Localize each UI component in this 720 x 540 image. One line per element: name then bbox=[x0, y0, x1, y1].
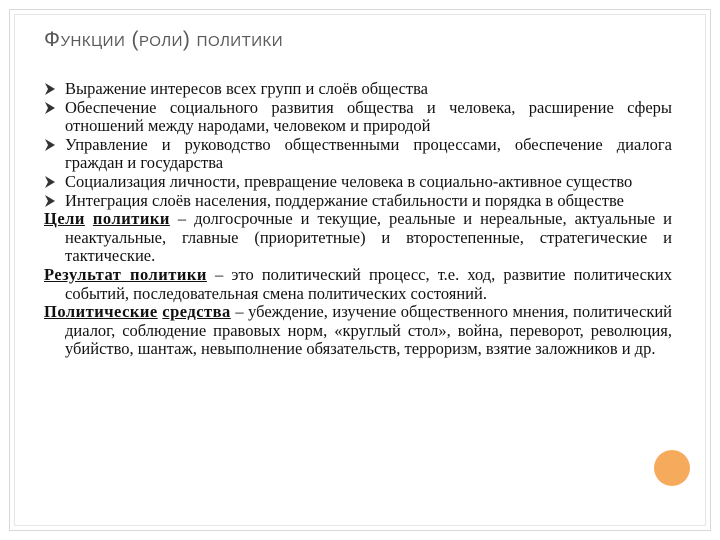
means-text: – убеждение, изучение общественного мнения, политический диалог, соблюдение правовых норм, «круглый стол», война, переворот, революция, убийство, шантаж, невыполнение обязательств, терроризм, взятие заложников и др. bbox=[65, 302, 672, 359]
list-item bbox=[44, 80, 672, 99]
means-term-b: средства bbox=[162, 302, 231, 322]
goals-text: – долгосрочные и текущие, реальные и нереальные, актуальные и неактуальные, главные (приоритетные) и второстепенные, стратегические и тактические. bbox=[65, 209, 673, 266]
goals-term-b: политики bbox=[92, 209, 170, 229]
list-item bbox=[44, 192, 672, 211]
arrowhead-icon bbox=[44, 83, 56, 95]
result-term: Результат политики bbox=[44, 264, 207, 284]
means-term-a: Политические bbox=[44, 302, 158, 322]
list-item-text: Обеспечение социального развития общества и человека, расширение сферы отношений между народами, человеком и природой bbox=[65, 97, 672, 136]
list-item-text: Выражение интересов всех групп и слоёв общества bbox=[65, 79, 428, 98]
function-list bbox=[44, 80, 672, 210]
arrowhead-icon bbox=[44, 195, 56, 207]
list-item-text: Управление и руководство общественными процессами, обеспечение диалога граждан и государства bbox=[65, 134, 672, 173]
list-item bbox=[44, 136, 672, 173]
arrowhead-icon bbox=[44, 139, 56, 151]
list-item-text: Социализация личности, превращение человека в социально-активное существо bbox=[65, 171, 633, 191]
list-item bbox=[44, 99, 672, 136]
goals-paragraph bbox=[44, 210, 672, 266]
arrowhead-icon bbox=[44, 176, 56, 188]
list-item-text: Интеграция слоёв населения, поддержание стабильности и порядка в обществе bbox=[65, 190, 624, 210]
slide-title: Функции (роли) политики bbox=[44, 28, 284, 51]
goals-term-a: Цели bbox=[44, 209, 85, 229]
slide-content bbox=[44, 80, 672, 359]
result-text: – это политический процесс, т.е. ход, развитие политических событий, последовательная смена политических состояний. bbox=[65, 264, 672, 303]
list-item bbox=[44, 173, 672, 192]
arrowhead-icon bbox=[44, 102, 56, 114]
result-paragraph bbox=[44, 266, 672, 303]
means-paragraph bbox=[44, 303, 672, 359]
decor-circle bbox=[654, 450, 690, 486]
